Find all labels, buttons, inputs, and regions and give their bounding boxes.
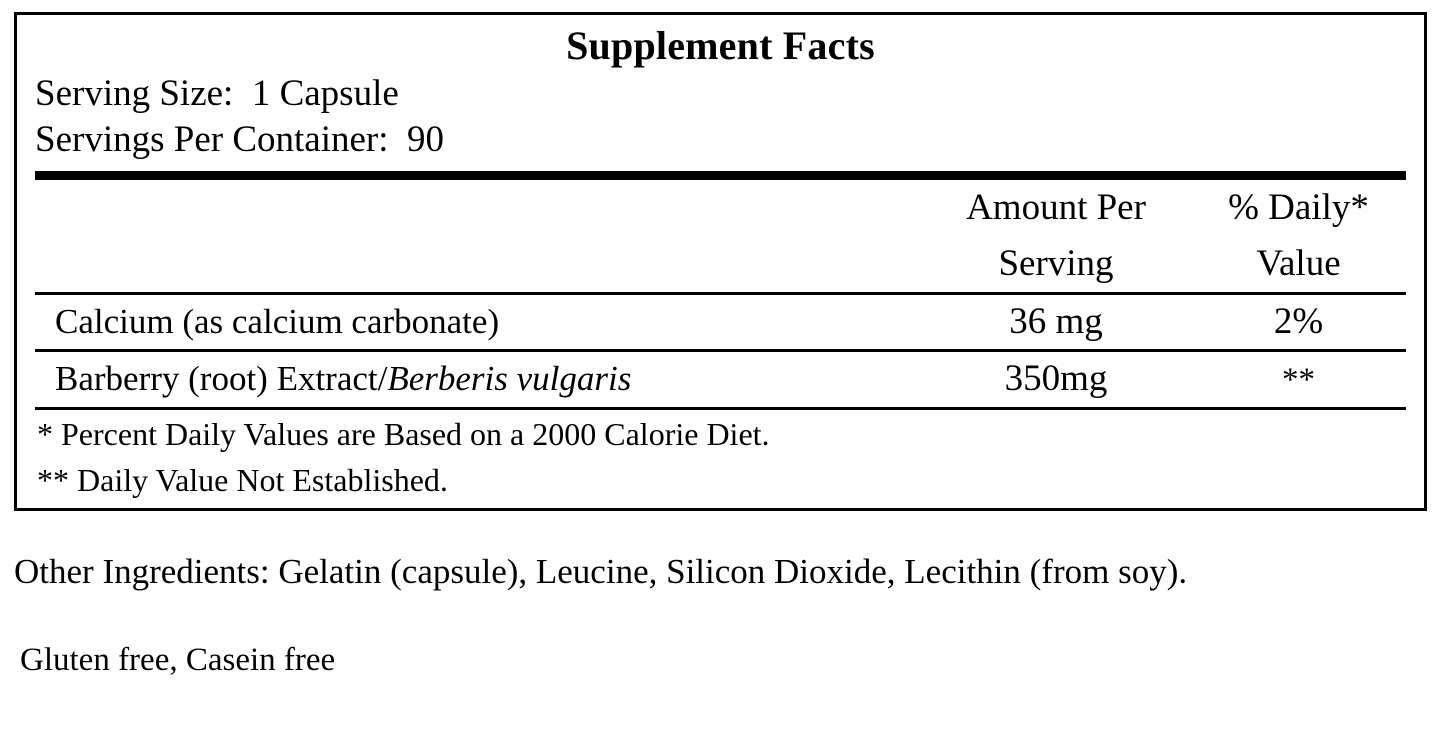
nutrient-amount: 350mg [1004,358,1108,399]
nutrient-amount: 36 mg [1009,301,1103,342]
panel-title: Supplement Facts [566,23,875,68]
dv-header-line1: % Daily [1228,187,1351,228]
dv-header-asterisk: * [1350,187,1369,228]
below-panel-text [14,548,1431,682]
column-header-row [17,180,1424,292]
amount-header-line2: Serving [998,243,1114,284]
nutrient-daily-value: 2% [1273,301,1324,342]
nutrient-daily-value: ** [1282,362,1315,398]
dv-header-line2: Value [1256,243,1341,284]
amount-header-line1: Amount Per [966,187,1146,228]
servings-per-container-line: Servings Per Container: 90 [35,119,445,160]
nutrient-name-text: Barberry (root) Extract/ [55,359,388,398]
footnote-percent-daily-value: * Percent Daily Values are Based on a 2000 Calorie Diet. [37,416,770,452]
heavy-divider [35,171,1406,180]
supplement-facts-panel [14,12,1427,511]
daily-value-header [1191,180,1406,292]
nutrient-name: Calcium (as calcium carbonate) [55,302,500,341]
free-claims: Gluten free, Casein free [20,642,336,678]
nutrient-name-latin: Berberis vulgaris [387,359,632,398]
footnote-not-established: ** Daily Value Not Established. [37,462,448,498]
table-row [17,295,1424,349]
nutrient-name [35,352,921,406]
other-ingredients: Other Ingredients: Gelatin (capsule), Leucine, Silicon Dioxide, Lecithin (from soy). [14,552,1188,591]
amount-per-serving-header [921,180,1191,292]
serving-size-line: Serving Size: 1 Capsule [35,73,399,114]
table-row [17,352,1424,407]
